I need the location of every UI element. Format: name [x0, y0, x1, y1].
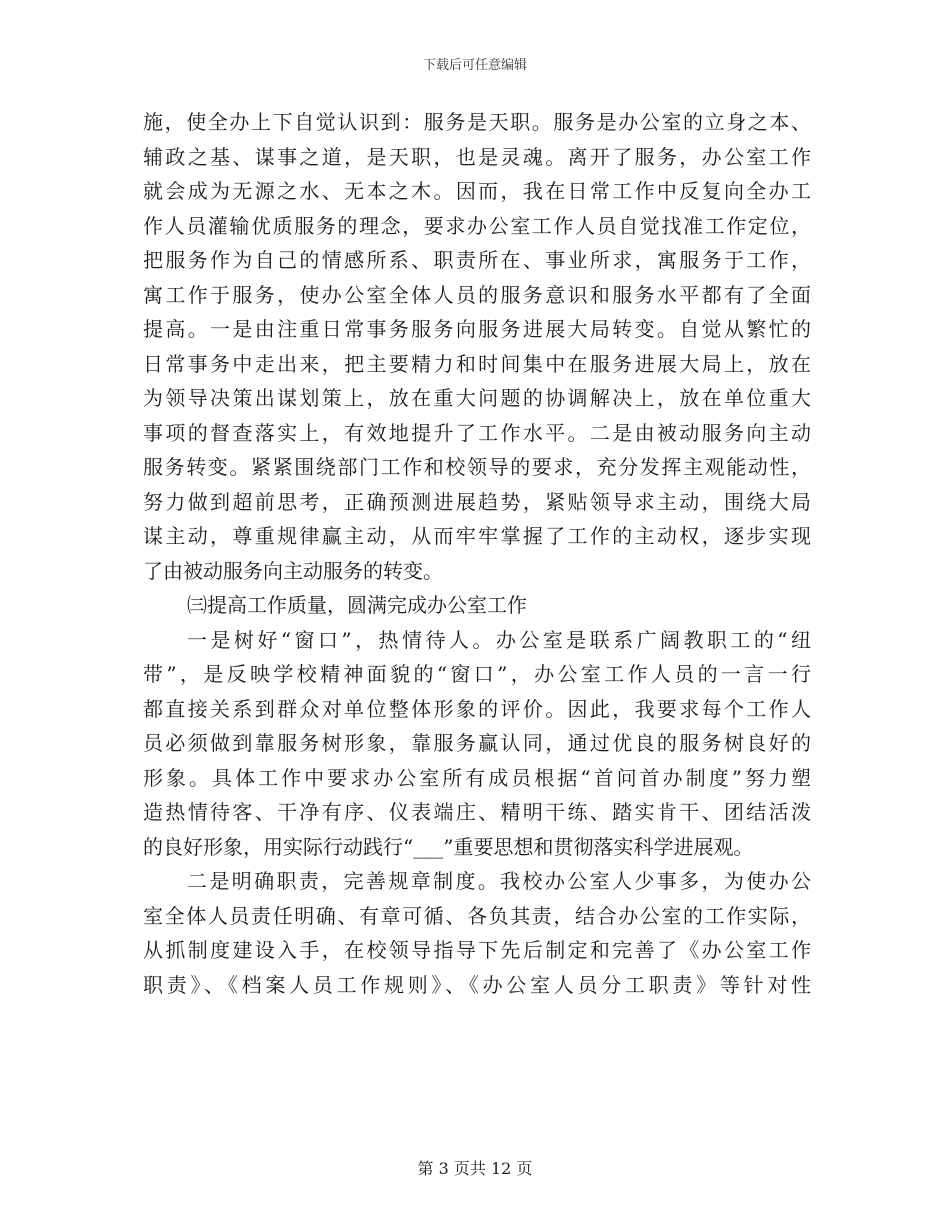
text-line: 谋主动，尊重规律赢主动，从而牢牢掌握了工作的主动权，逐步实现 — [143, 524, 811, 548]
text-line: 事项的督查落实上，有效地提升了工作水平。二是由被动服务向主动 — [143, 420, 811, 445]
text-line: 服务转变。紧紧围绕部门工作和校领导的要求，充分发挥主观能动性， — [143, 455, 811, 479]
paragraph — [143, 864, 811, 1002]
text-line: 提高。一是由注重日常事务服务向服务进展大局转变。自觉从繁忙的 — [143, 317, 811, 341]
text-line: 造热情待客、干净有序、仪表端庄、精明干练、踏实肯干、团结活泼 — [143, 800, 811, 824]
paragraph — [143, 623, 811, 865]
document-body — [143, 105, 811, 1002]
text-line: 日常事务中走出来，把主要精力和时间集中在服务进展大局上，放在 — [143, 351, 811, 376]
text-line: 寓工作于服务，使办公室全体人员的服务意识和服务水平都有了全面 — [143, 282, 811, 307]
page-header: 下载后可任意编辑 — [422, 58, 527, 73]
text-line: 员必须做到靠服务树形象，靠服务赢认同，通过优良的服务树良好的 — [143, 731, 811, 755]
text-line: 职责》、《档案人员工作规则》、《办公室人员分工职责》等针对性 — [143, 972, 811, 997]
text-line: 一是树好“窗口”，热情待人。办公室是联系广阔教职工的“纽 — [187, 627, 811, 652]
text-line: 从抓制度建设入手，在校领导指导下先后制定和完善了《办公室工作 — [143, 938, 811, 962]
text-line: 形象。具体工作中要求办公室所有成员根据“首问首办制度”努力塑 — [143, 765, 811, 790]
text-line: 带”，是反映学校精神面貌的“窗口”，办公室工作人员的一言一行 — [143, 662, 811, 686]
page-footer: 第 3 页共 12 页 — [417, 1159, 533, 1178]
text-line: 为领导决策出谋划策上，放在重大问题的协调解决上，放在单位重大 — [143, 386, 811, 410]
section-heading — [143, 588, 811, 623]
text-line: 的良好形象，用实际行动践行“___”重要思想和贯彻落实科学进展观。 — [143, 834, 754, 859]
text-line: 了由被动服务向主动服务的转变。 — [143, 558, 443, 583]
text-line: ㈢提高工作质量，圆满完成办公室工作 — [187, 593, 527, 617]
paragraph — [143, 105, 811, 588]
text-line: 作人员灌输优质服务的理念，要求办公室工作人员自觉找准工作定位， — [143, 213, 811, 238]
text-line: 辅政之基、谋事之道，是天职，也是灵魂。离开了服务，办公室工作 — [143, 144, 811, 169]
text-line: 把服务作为自己的情感所系、职责所在、事业所求，寓服务于工作， — [143, 248, 811, 272]
text-line: 都直接关系到群众对单位整体形象的评价。因此，我要求每个工作人 — [143, 696, 811, 721]
text-line: 施，使全办上下自觉认识到：服务是天职。服务是办公室的立身之本、 — [143, 110, 811, 134]
text-line: 就会成为无源之水、无本之木。因而，我在日常工作中反复向全办工 — [143, 179, 811, 203]
text-line: 室全体人员责任明确、有章可循、各负其责，结合办公室的工作实际， — [143, 903, 811, 928]
text-line: 二是明确职责，完善规章制度。我校办公室人少事多，为使办公 — [187, 869, 811, 893]
text-line: 努力做到超前思考，正确预测进展趋势，紧贴领导求主动，围绕大局 — [143, 489, 811, 514]
